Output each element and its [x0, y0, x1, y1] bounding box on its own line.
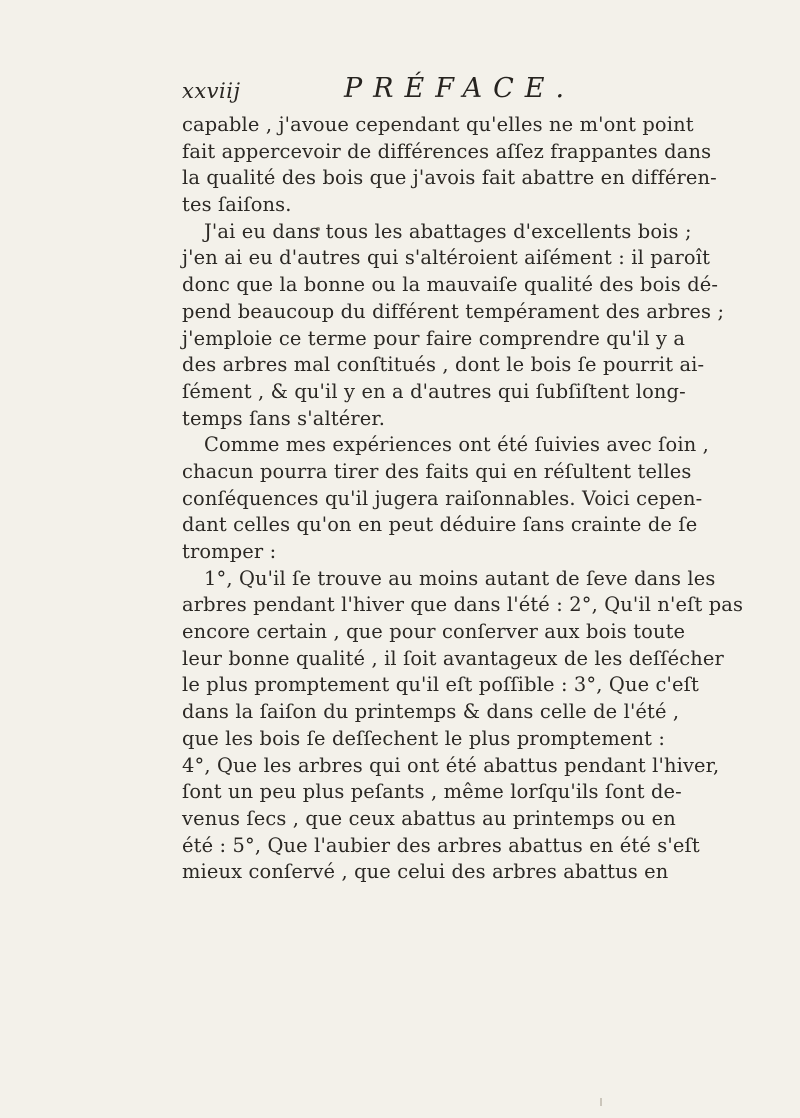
text-line: tes ſaiſons.: [182, 193, 292, 217]
body-text: [182, 112, 744, 886]
page-number: xxviij: [182, 79, 241, 103]
text-line: Comme mes expériences ont été ſuivies avec ſoin ,: [204, 433, 709, 457]
text-line: ſont un peu plus peſants , même lorſqu'ils ſont de-: [182, 780, 682, 804]
text-line: j'en ai eu d'autres qui s'altéroient aiſément : il paroît: [182, 246, 711, 270]
text-line: des arbres mal conſtitués , dont le bois ſe pourrit ai-: [182, 353, 705, 377]
text-line: la qualité des bois que j'avois fait abattre en différen-: [182, 166, 717, 190]
text-line: capable , j'avoue cependant qu'elles ne m'ont point: [182, 113, 694, 136]
text-line: temps ſans s'altérer.: [182, 406, 386, 430]
text-line: mieux conſervé , que celui des arbres abattus en: [182, 860, 669, 884]
text-line: venus ſecs , que ceux abattus au printemps ou en: [182, 806, 676, 830]
running-title: PRÉFACE.: [344, 73, 576, 104]
text-line: le plus promptement qu'il eſt poſſible : 3°, Que c'eſt: [182, 673, 699, 697]
text-line: J'ai eu dans tous les abattages d'excellents bois ;: [204, 219, 692, 243]
text-line: donc que la bonne ou la mauvaiſe qualité des bois dé-: [182, 273, 719, 297]
text-line: dant celles qu'on en peut déduire ſans crainte de ſe: [182, 513, 698, 537]
text-line: ſément , & qu'il y en a d'autres qui ſubſiſtent long-: [182, 379, 686, 403]
text-line: 4°, Que les arbres qui ont été abattus pendant l'hiver,: [182, 753, 720, 777]
text-line: arbres pendant l'hiver que dans l'été : 2°, Qu'il n'eſt pas: [182, 593, 744, 617]
text-line: fait appercevoir de différences aſſez frappantes dans: [182, 139, 712, 163]
text-line: conſéquences qu'il jugera raiſonnables. Voici cepen-: [182, 486, 703, 510]
text-line: leur bonne qualité , il ſoit avantageux de les deſſécher: [182, 646, 724, 670]
text-line: que les bois ſe deſſechent le plus promptement :: [182, 726, 666, 750]
text-line: chacun pourra tirer des faits qui en réſultent telles: [182, 459, 692, 483]
text-line: j'emploie ce terme pour faire comprendre qu'il y a: [182, 326, 686, 350]
text-line: 1°, Qu'il ſe trouve au moins autant de ſeve dans les: [204, 566, 716, 590]
text-line: encore certain , que pour conſerver aux bois toute: [182, 620, 686, 644]
text-line: tromper :: [182, 540, 277, 563]
paper-mark: [600, 1098, 602, 1106]
page-header: [182, 73, 622, 113]
text-line: été : 5°, Que l'aubier des arbres abattus en été s'eſt: [182, 833, 700, 857]
text-line: pend beaucoup du différent tempérament des arbres ;: [182, 299, 725, 323]
text-line: dans la ſaiſon du printemps & dans celle de l'été ,: [182, 700, 680, 724]
